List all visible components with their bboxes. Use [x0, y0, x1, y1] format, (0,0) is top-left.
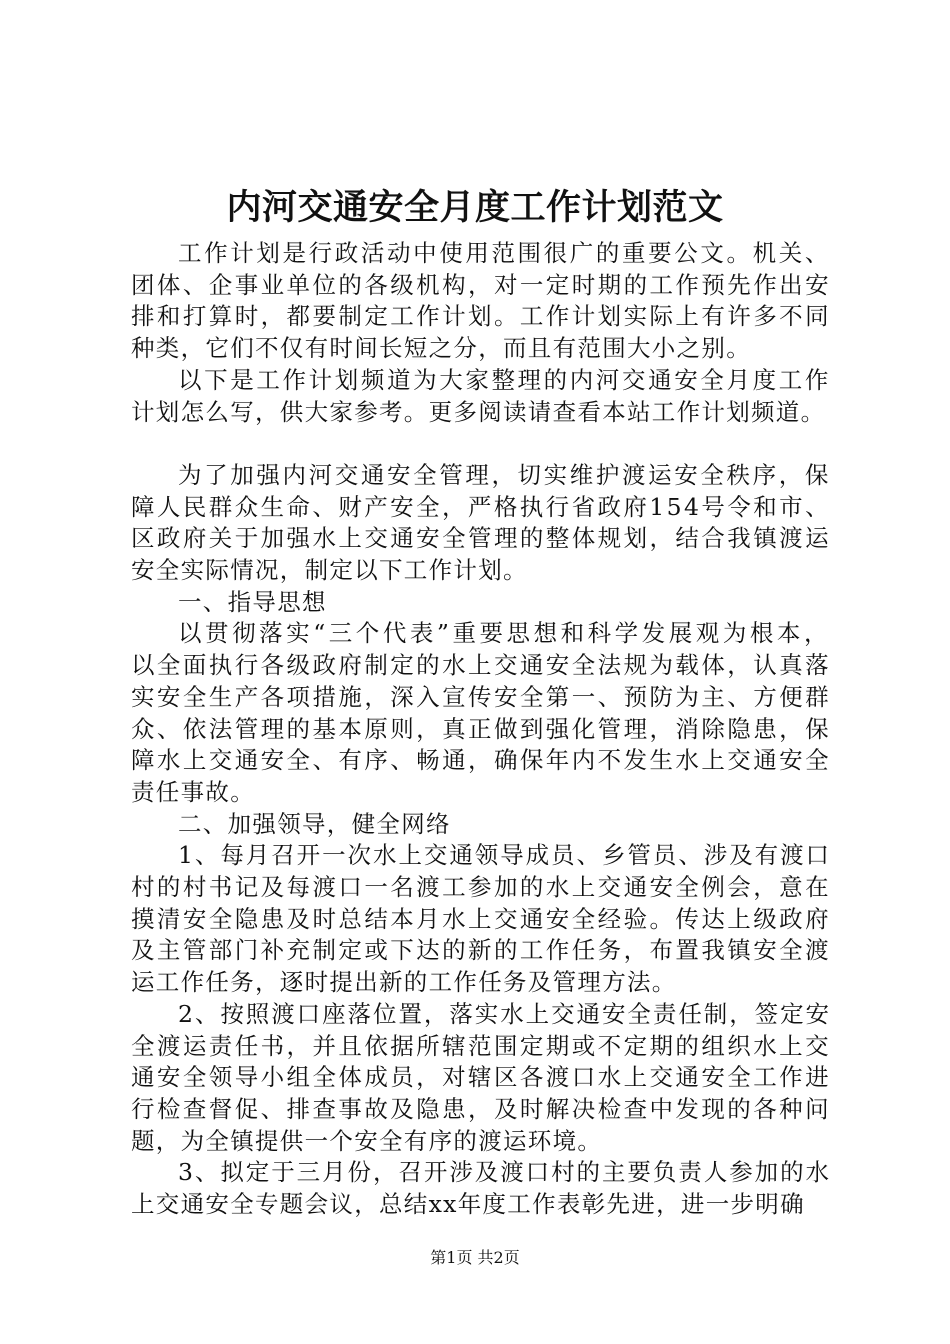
text-line: 实安全生产各项措施，深入宣传安全第一、预防为主、方便群: [131, 682, 831, 711]
document-title: 内河交通安全月度工作计划范文: [226, 187, 724, 228]
text-line: 2、按照渡口座落位置，落实水上交通安全责任制，签定安: [178, 999, 831, 1028]
paragraph-guiding: [131, 618, 831, 808]
text-line: 摸清安全隐患及时总结本月水上交通安全经验。传达上级政府: [131, 904, 831, 933]
text-line: 运工作任务，逐时提出新的工作任务及管理方法。: [131, 968, 677, 997]
text-line: 计划怎么写，供大家参考。更多阅读请查看本站工作计划频道。: [131, 397, 826, 426]
page-footer: 第1页 共2页: [430, 1248, 520, 1267]
paragraph-item-2: [131, 999, 831, 1158]
text-line: 行检查督促、排查事故及隐患，及时解决检查中发现的各种问: [131, 1094, 831, 1123]
text-line: 排和打算时，都要制定工作计划。工作计划实际上有许多不同: [131, 302, 831, 331]
text-line: 工作计划是行政活动中使用范围很广的重要公文。机关、: [178, 239, 831, 267]
text-line: 通安全领导小组全体成员，对辖区各渡口水上交通安全工作进: [131, 1063, 831, 1092]
paragraph-heading-2: [131, 809, 831, 841]
paragraph-item-3: [131, 1157, 831, 1220]
text-line: 障水上交通安全、有序、畅通，确保年内不发生水上交通安全: [131, 746, 831, 775]
text-line: 及主管部门补充制定或下达的新的工作任务，布置我镇安全渡: [131, 936, 831, 965]
text-line: 以全面执行各级政府制定的水上交通安全法规为载体，认真落: [131, 651, 831, 680]
text-line: 种类，它们不仅有时间长短之分，而且有范围大小之别。: [131, 334, 751, 363]
paragraph-heading-1: [131, 587, 831, 619]
paragraph-purpose: [131, 460, 831, 587]
text-line: 上交通安全专题会议，总结xx年度工作表彰先进，进一步明确: [131, 1190, 805, 1219]
text-line: 为了加强内河交通安全管理，切实维护渡运安全秩序，保: [178, 460, 831, 489]
text-line: 二、加强领导，健全网络: [178, 809, 451, 838]
text-line: 团体、企事业单位的各级机构，对一定时期的工作预先作出安: [131, 270, 831, 299]
text-line: 以贯彻落实“三个代表”重要思想和科学发展观为根本，: [178, 619, 831, 648]
text-line: 障人民群众生命、财产安全，严格执行省政府154号令和市、: [131, 492, 831, 521]
paragraph-item-1: [131, 840, 831, 999]
text-line: 众、依法管理的基本原则，真正做到强化管理，消除隐患，保: [131, 714, 831, 743]
paragraph-intro-1: [131, 238, 831, 365]
paragraph-gap: [131, 428, 831, 460]
text-line: 责任事故。: [131, 777, 255, 806]
document-body: [131, 238, 831, 1221]
text-line: 安全实际情况，制定以下工作计划。: [131, 556, 528, 585]
paragraph-intro-2: [131, 365, 831, 428]
text-line: 题，为全镇提供一个安全有序的渡运环境。: [131, 1126, 603, 1155]
text-line: 一、指导思想: [178, 587, 327, 616]
text-line: 以下是工作计划频道为大家整理的内河交通安全月度工作: [178, 365, 831, 394]
text-line: 1、每月召开一次水上交通领导成员、乡管员、涉及有渡口: [178, 841, 831, 870]
text-line: 村的村书记及每渡口一名渡工参加的水上交通安全例会，意在: [131, 873, 831, 902]
text-line: 全渡运责任书，并且依据所辖范围定期或不定期的组织水上交: [131, 1031, 831, 1060]
text-line: 3、拟定于三月份，召开涉及渡口村的主要负责人参加的水: [178, 1158, 831, 1187]
text-line: 区政府关于加强水上交通安全管理的整体规划，结合我镇渡运: [131, 524, 831, 553]
